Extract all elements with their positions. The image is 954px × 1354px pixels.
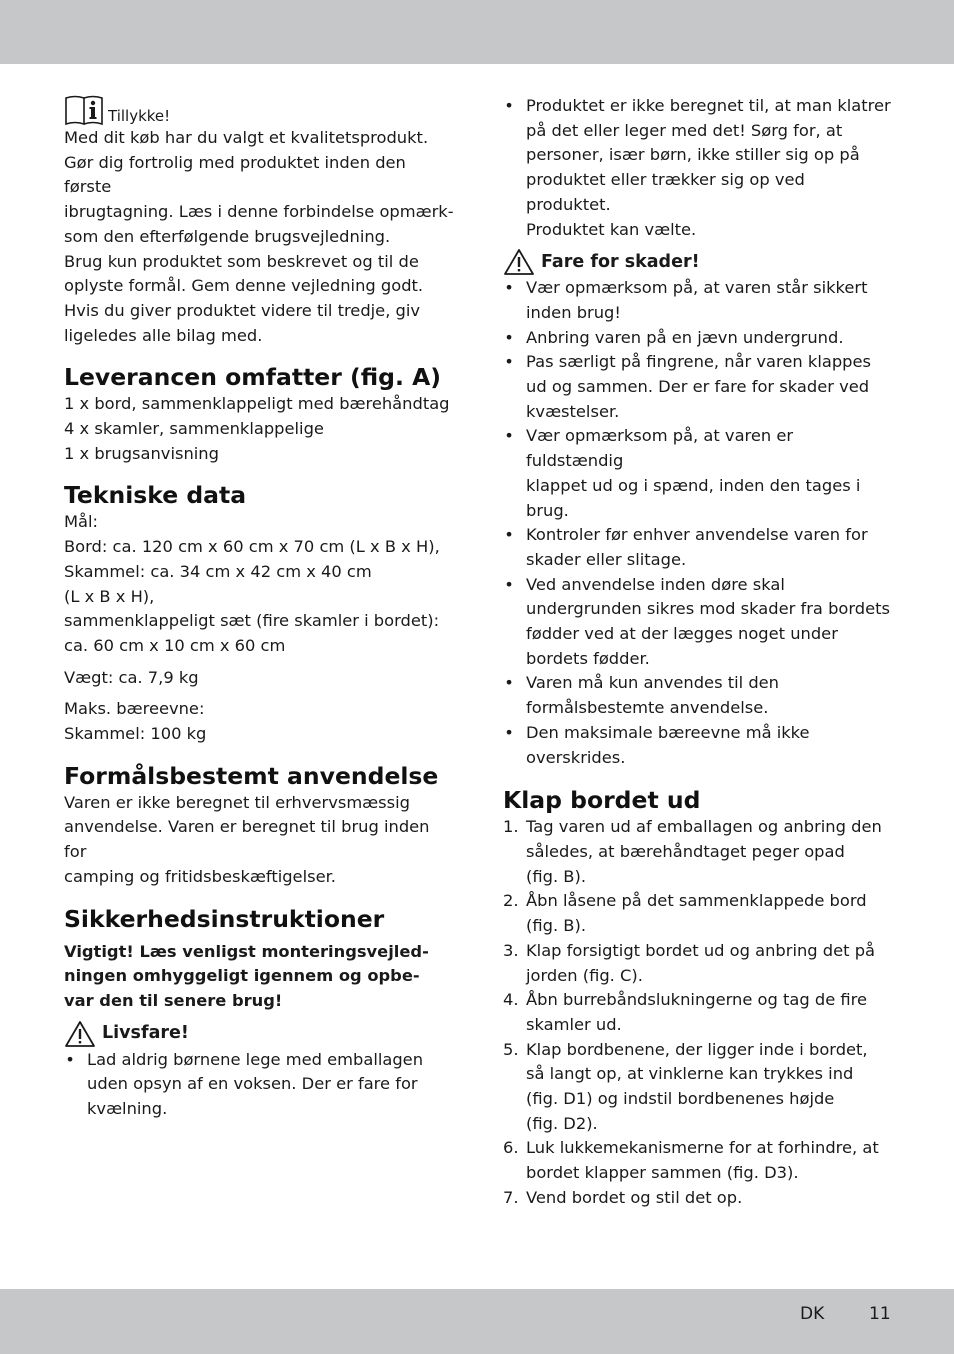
intended-use-line: anvendelse. Varen er beregnet til brug inden for — [64, 817, 430, 862]
list-item-line: kvæstelser. — [526, 401, 620, 421]
list-item-line: Anbring varen på en jævn undergrund. — [526, 327, 844, 347]
warning-triangle-icon — [503, 248, 535, 276]
step-item — [503, 1186, 893, 1211]
technical-load — [64, 697, 456, 746]
step-line: jorden (fig. C). — [526, 965, 643, 985]
intro-line: ibrugtagning. Læs i denne forbindelse opmærk- — [64, 202, 454, 222]
intro-line: ligeledes alle bilag med. — [64, 325, 263, 345]
list-item-line: personer, især børn, ikke stiller sig op på — [526, 145, 860, 165]
list-item — [503, 326, 893, 351]
step-number: 5. — [503, 1039, 519, 1059]
list-item-line: fødder ved at der lægges noget under — [526, 624, 838, 644]
step-line: Klap bordbenene, der ligger inde i bordet, — [526, 1039, 868, 1059]
danger-injury-heading — [503, 248, 893, 276]
intended-use-line: Varen er ikke beregnet til erhvervsmæssig — [64, 792, 410, 812]
bullet-icon: • — [504, 525, 514, 545]
step-item — [503, 1038, 893, 1137]
technical-line: Mål: — [64, 512, 99, 532]
bullet-icon: • — [504, 327, 514, 347]
list-item-line: inden brug! — [526, 302, 621, 322]
bullet-icon: • — [504, 352, 514, 372]
danger-injury-title: Fare for skader! — [541, 251, 700, 272]
step-line: således, at bærehåndtaget peger opad — [526, 841, 845, 861]
list-item-line: på det eller leger med det! Sørg for, at — [526, 120, 843, 140]
step-line: Luk lukkemekanismerne for at forhindre, at — [526, 1138, 879, 1158]
safety-important-note — [64, 940, 456, 1014]
danger-life-title: Livsfare! — [102, 1023, 189, 1044]
step-line: Vend bordet og stil det op. — [526, 1187, 743, 1207]
intro-line: Gør dig fortrolig med produktet inden den første — [64, 152, 406, 197]
step-number: 6. — [503, 1138, 519, 1158]
list-item-line: Den maksimale bæreevne må ikke — [526, 722, 810, 742]
safety-heading: Sikkerhedsinstruktioner — [64, 904, 385, 933]
step-line: (fig. D2). — [526, 1113, 598, 1133]
intro-text — [64, 126, 456, 348]
intended-use-text — [64, 791, 456, 890]
step-line: (fig. B). — [526, 866, 586, 886]
list-item-line: Kontroler før enhver anvendelse varen for — [526, 525, 868, 545]
list-item-line: uden opsyn af en voksen. Der er fare for — [87, 1074, 418, 1094]
unfold-heading: Klap bordet ud — [503, 786, 701, 815]
intro-line: oplyste formål. Gem denne vejledning godt. — [64, 276, 424, 296]
technical-line: Maks. bæreevne: — [64, 699, 205, 719]
list-item-line: formålsbestemte anvendelse. — [526, 698, 769, 718]
technical-line: sammenklappeligt sæt (fire skamler i bordet): — [64, 611, 440, 631]
list-item-line: Ved anvendelse inden døre skal — [526, 574, 785, 594]
bullet-icon: • — [65, 1049, 75, 1069]
list-item-line: Produktet kan vælte. — [526, 219, 697, 239]
step-line: (fig. B). — [526, 916, 586, 936]
step-item — [503, 939, 893, 988]
technical-heading: Tekniske data — [64, 481, 247, 510]
important-line: ningen omhyggeligt igennem og opbe- — [64, 966, 420, 986]
technical-dimensions — [64, 510, 456, 658]
list-item — [503, 276, 893, 325]
bullet-icon: • — [504, 278, 514, 298]
left-column — [64, 94, 456, 1122]
danger-life-list — [64, 1048, 456, 1122]
safety-continued-list — [503, 94, 893, 242]
intro-line: som den efterfølgende brugsvejledning. — [64, 226, 391, 246]
step-line: bordet klapper sammen (fig. D3). — [526, 1163, 799, 1183]
bullet-icon: • — [504, 96, 514, 115]
step-number: 1. — [503, 817, 519, 837]
list-item-line: produktet eller trækker sig op ved produktet. — [526, 170, 805, 214]
bullet-icon: • — [504, 426, 514, 446]
list-item-line: Pas særligt på fingrene, når varen klappes — [526, 352, 871, 372]
list-item-line: Lad aldrig børnene lege med emballagen — [87, 1049, 424, 1069]
bullet-icon: • — [504, 673, 514, 693]
list-item — [64, 1048, 456, 1122]
intended-use-line: camping og fritidsbeskæftigelser. — [64, 866, 336, 886]
list-item — [503, 350, 893, 424]
delivery-item: 4 x skamler, sammenklappelige — [64, 419, 324, 439]
technical-line: (L x B x H), — [64, 586, 155, 606]
step-number: 7. — [503, 1187, 519, 1207]
list-item-line: kvælning. — [87, 1099, 168, 1119]
bullet-icon: • — [504, 574, 514, 594]
step-line: Åbn burrebåndslukningerne og tag de fire — [526, 990, 868, 1010]
list-item-line: Produktet er ikke beregnet til, at man klatrer — [526, 96, 891, 115]
step-number: 3. — [503, 940, 519, 960]
bullet-icon: • — [504, 722, 514, 742]
warning-triangle-icon — [64, 1020, 96, 1048]
step-number: 4. — [503, 990, 519, 1010]
list-item-line: klappet ud og i spænd, inden den tages i — [526, 475, 861, 495]
intro-heading — [64, 94, 456, 126]
step-item — [503, 1136, 893, 1185]
list-item-line: overskrides. — [526, 747, 626, 767]
list-item — [503, 671, 893, 720]
danger-injury-list — [503, 276, 893, 770]
list-item-line: Varen må kun anvendes til den — [526, 673, 780, 693]
page-number: 11 — [869, 1304, 891, 1324]
step-line: skamler ud. — [526, 1014, 622, 1034]
danger-life-heading — [64, 1020, 456, 1048]
list-item-line: skader eller slitage. — [526, 549, 687, 569]
step-item — [503, 988, 893, 1037]
unfold-steps — [503, 815, 893, 1210]
technical-line: Skammel: ca. 34 cm x 42 cm x 40 cm — [64, 561, 372, 581]
important-line: Vigtigt! Læs venligst monteringsvejled- — [64, 941, 429, 961]
list-item — [503, 523, 893, 572]
technical-line: Skammel: 100 kg — [64, 724, 207, 744]
step-item — [503, 889, 893, 938]
technical-line: ca. 60 cm x 10 cm x 60 cm — [64, 635, 286, 655]
technical-weight: Vægt: ca. 7,9 kg — [64, 667, 199, 687]
header-bar — [0, 0, 954, 64]
intended-use-heading: Formålsbestemt anvendelse — [64, 761, 439, 790]
list-item-line: bordets fødder. — [526, 648, 650, 668]
delivery-heading: Leverancen omfatter (fig. A) — [64, 363, 442, 392]
step-number: 2. — [503, 891, 519, 911]
delivery-item: 1 x bord, sammenklappeligt med bærehåndtag — [64, 394, 450, 414]
step-line: Åbn låsene på det sammenklappede bord — [526, 891, 867, 911]
list-item-line: Vær opmærksom på, at varen er fuldstændig — [526, 426, 794, 471]
list-item — [503, 573, 893, 672]
intro-label: Tillykke! — [108, 107, 171, 125]
step-line: (fig. D1) og indstil bordbenenes højde — [526, 1089, 835, 1109]
list-item-line: Vær opmærksom på, at varen står sikkert — [526, 278, 868, 298]
delivery-list — [64, 392, 456, 466]
intro-line: Brug kun produktet som beskrevet og til de — [64, 251, 419, 271]
important-line: var den til senere brug! — [64, 990, 283, 1010]
list-item — [503, 94, 893, 242]
intro-line: Med dit køb har du valgt et kvalitetsprodukt. — [64, 128, 429, 147]
list-item-line: ud og sammen. Der er fare for skader ved — [526, 377, 870, 397]
footer-language: DK — [800, 1304, 825, 1324]
list-item — [503, 721, 893, 770]
step-line: Tag varen ud af emballagen og anbring den — [526, 817, 882, 837]
list-item-line: undergrunden sikres mod skader fra bordets — [526, 599, 891, 619]
delivery-item: 1 x brugsanvisning — [64, 443, 219, 463]
list-item-line: brug. — [526, 500, 569, 520]
intro-line: Hvis du giver produktet videre til tredje, giv — [64, 300, 421, 320]
step-line: Klap forsigtigt bordet ud og anbring det på — [526, 940, 876, 960]
step-item — [503, 815, 893, 889]
technical-line: Bord: ca. 120 cm x 60 cm x 70 cm (L x B x H), — [64, 537, 440, 557]
list-item — [503, 424, 893, 523]
info-manual-icon — [64, 94, 104, 126]
step-line: så langt op, at vinklerne kan trykkes ind — [526, 1064, 854, 1084]
right-column — [503, 94, 893, 1211]
